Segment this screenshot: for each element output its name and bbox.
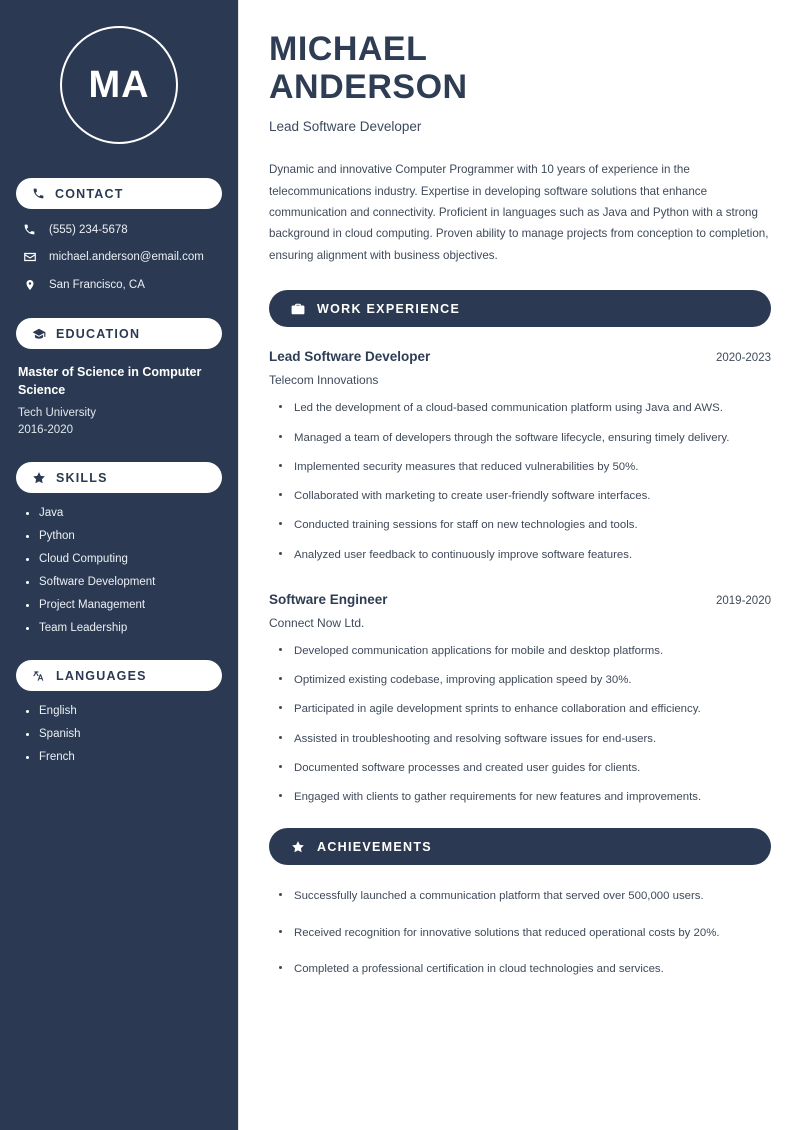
list-item: Completed a professional certification in cloud technologies and services. [279,960,771,978]
list-item: Engaged with clients to gather requirements for new features and improvements. [279,788,771,806]
list-item: Documented software processes and created user guides for clients. [279,759,771,777]
last-name: ANDERSON [269,68,468,107]
professional-summary: Dynamic and innovative Computer Programmer with 10 years of experience in the telecommunications industry. Expertise in developing software solutions that enhance communication and connectivity. Proficient in languages such as Java and Python with a strong background in cloud computing. Proven ability to manage projects from conception to completion, ensuring alignment with business objectives. [269,163,769,262]
contact-phone-value: (555) 234-5678 [49,223,128,236]
list-item: Led the development of a cloud-based communication platform using Java and AWS. [279,399,771,417]
job-dates: 2019-2020 [716,594,771,607]
list-item: Participated in agile development sprints to enhance collaboration and efficiency. [279,700,771,718]
job-header [269,349,771,364]
contact-email-row [22,250,222,264]
languages-list [26,705,222,763]
map-pin-icon [22,278,37,292]
education-block [18,363,222,436]
work-experience-heading-label: WORK EXPERIENCE [317,301,461,316]
section-heading-work-experience [269,290,771,327]
phone-icon [22,223,37,236]
skills-list [26,507,222,634]
job-dates: 2020-2023 [716,352,771,365]
list-item: Developed communication applications for mobile and desktop platforms. [279,642,771,660]
list-item: Team Leadership [26,622,222,634]
languages-heading-label: LANGUAGES [56,668,147,683]
contact-location-row [22,278,222,292]
avatar [60,26,178,144]
list-item: English [26,705,222,717]
job-header [269,592,771,607]
job-bullets [279,399,771,564]
main-content [238,0,800,1130]
list-item: Managed a team of developers through the software lifecycle, ensuring timely delivery. [279,429,771,447]
section-heading-education [16,318,222,349]
list-item: Cloud Computing [26,553,222,565]
list-item: Received recognition for innovative solutions that reduced operational costs by 20%. [279,924,771,942]
list-item: French [26,751,222,763]
section-heading-contact [16,178,222,209]
list-item: Assisted in troubleshooting and resolving software issues for end-users. [279,730,771,748]
contact-location-value: San Francisco, CA [49,279,145,291]
list-item: Java [26,507,222,519]
sidebar [0,0,238,1130]
list-item: Analyzed user feedback to continuously improve software features. [279,546,771,564]
job-title: Lead Software Developer [269,349,431,365]
translate-icon [32,669,46,683]
list-item: Project Management [26,599,222,611]
achievements-heading-label: ACHIEVEMENTS [317,839,432,854]
job-company: Telecom Innovations [269,373,379,388]
job-title-subheading: Lead Software Developer [269,119,422,135]
list-item: Spanish [26,728,222,740]
avatar-initials: MA [88,63,150,106]
list-item: Conducted training sessions for staff on new technologies and tools. [279,516,771,534]
list-item: Software Development [26,576,222,588]
education-degree: Master of Science in Computer Science [18,365,202,398]
list-item: Optimized existing codebase, improving application speed by 30%. [279,671,771,689]
section-heading-skills [16,462,222,493]
star-icon [291,840,305,854]
achievements-list [279,887,771,978]
section-heading-languages [16,660,222,691]
job-bullets [279,642,771,807]
list-item: Python [26,530,222,542]
list-item: Successfully launched a communication platform that served over 500,000 users. [279,887,771,905]
avatar-wrap [16,26,222,144]
education-school: Tech University [18,407,96,420]
contact-heading-label: CONTACT [55,186,124,201]
phone-icon [32,187,45,200]
job-title: Software Engineer [269,591,388,607]
star-icon [32,471,46,485]
contact-list [16,223,222,292]
graduation-cap-icon [32,327,46,341]
job-company: Connect Now Ltd. [269,615,365,630]
list-item: Implemented security measures that reduced vulnerabilities by 50%. [279,458,771,476]
briefcase-icon [291,302,305,316]
skills-heading-label: SKILLS [56,470,108,485]
envelope-icon [22,250,37,264]
section-heading-achievements [269,828,771,865]
contact-email-value: michael.anderson@email.com [49,251,204,263]
education-years: 2016-2020 [18,424,73,437]
first-name: MICHAEL [269,30,428,68]
page-title [269,30,771,106]
education-heading-label: EDUCATION [56,326,141,341]
contact-phone-row [22,223,222,236]
list-item: Collaborated with marketing to create user-friendly software interfaces. [279,487,771,505]
